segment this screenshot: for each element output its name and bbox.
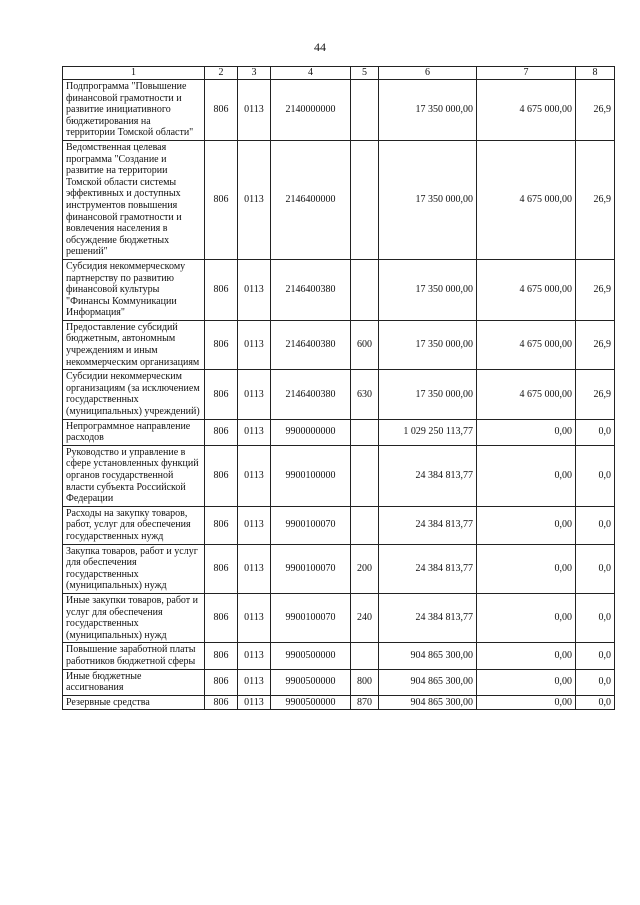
row-plan-cell: 17 350 000,00 [379, 80, 477, 141]
row-target-cell: 9900100070 [271, 544, 351, 593]
row-percent-cell: 0,0 [576, 669, 615, 695]
header-cell: 8 [576, 67, 615, 80]
header-cell: 1 [63, 67, 205, 80]
header-cell: 5 [351, 67, 379, 80]
row-code-cell: 806 [205, 445, 238, 506]
row-executed-cell: 4 675 000,00 [477, 370, 576, 419]
row-name-cell: Иные закупки товаров, работ и услуг для обеспечения государственных (муниципальных) нужд [63, 593, 205, 642]
table-row [63, 669, 615, 695]
row-plan-cell: 1 029 250 113,77 [379, 419, 477, 445]
row-code-cell: 806 [205, 506, 238, 544]
row-plan-cell: 24 384 813,77 [379, 544, 477, 593]
row-section-cell: 0113 [238, 669, 271, 695]
row-percent-cell: 26,9 [576, 259, 615, 320]
table-row [63, 419, 615, 445]
header-cell: 7 [477, 67, 576, 80]
row-code-cell: 806 [205, 419, 238, 445]
row-plan-cell: 904 865 300,00 [379, 669, 477, 695]
row-section-cell: 0113 [238, 695, 271, 710]
row-type-cell [351, 80, 379, 141]
row-percent-cell: 0,0 [576, 643, 615, 669]
row-type-cell [351, 259, 379, 320]
page-number: 44 [314, 40, 326, 54]
row-target-cell: 9900100070 [271, 593, 351, 642]
row-code-cell: 806 [205, 593, 238, 642]
header-cell: 6 [379, 67, 477, 80]
row-code-cell: 806 [205, 370, 238, 419]
row-section-cell: 0113 [238, 80, 271, 141]
row-executed-cell: 0,00 [477, 643, 576, 669]
row-code-cell: 806 [205, 140, 238, 259]
table-row [63, 370, 615, 419]
header-cell: 4 [271, 67, 351, 80]
row-type-cell: 240 [351, 593, 379, 642]
row-code-cell: 806 [205, 643, 238, 669]
row-name-cell: Повышение заработной платы работников бюджетной сферы [63, 643, 205, 669]
table-row [63, 695, 615, 710]
row-type-cell [351, 445, 379, 506]
row-plan-cell: 24 384 813,77 [379, 445, 477, 506]
row-target-cell: 2146400380 [271, 370, 351, 419]
row-executed-cell: 0,00 [477, 544, 576, 593]
row-percent-cell: 0,0 [576, 695, 615, 710]
row-section-cell: 0113 [238, 544, 271, 593]
row-code-cell: 806 [205, 669, 238, 695]
row-plan-cell: 904 865 300,00 [379, 695, 477, 710]
row-target-cell: 2146400380 [271, 259, 351, 320]
row-plan-cell: 904 865 300,00 [379, 643, 477, 669]
row-type-cell: 630 [351, 370, 379, 419]
row-type-cell [351, 643, 379, 669]
row-type-cell: 600 [351, 320, 379, 369]
row-name-cell: Ведомственная целевая программа "Создание и развитие на территории Томской области системы эффективных и доступных инструментов повышения финансовой грамотности и вовлечения населения в обсуждение бюджетных решений" [63, 140, 205, 259]
row-target-cell: 9900000000 [271, 419, 351, 445]
row-name-cell: Руководство и управление в сфере установленных функций органов государственной власти субъекта Российской Федерации [63, 445, 205, 506]
row-name-cell: Субсидии некоммерческим организациям (за исключением государственных (муниципальных) учреждений) [63, 370, 205, 419]
row-percent-cell: 26,9 [576, 80, 615, 141]
row-plan-cell: 17 350 000,00 [379, 259, 477, 320]
row-plan-cell: 17 350 000,00 [379, 370, 477, 419]
row-percent-cell: 0,0 [576, 593, 615, 642]
table-row [63, 140, 615, 259]
row-executed-cell: 0,00 [477, 669, 576, 695]
row-executed-cell: 4 675 000,00 [477, 320, 576, 369]
row-plan-cell: 17 350 000,00 [379, 140, 477, 259]
row-plan-cell: 24 384 813,77 [379, 506, 477, 544]
row-percent-cell: 0,0 [576, 544, 615, 593]
row-percent-cell: 0,0 [576, 445, 615, 506]
row-executed-cell: 0,00 [477, 445, 576, 506]
row-percent-cell: 26,9 [576, 370, 615, 419]
header-row [63, 67, 615, 80]
table-row [63, 320, 615, 369]
row-target-cell: 9900100070 [271, 506, 351, 544]
row-executed-cell: 4 675 000,00 [477, 80, 576, 141]
row-section-cell: 0113 [238, 320, 271, 369]
row-name-cell: Расходы на закупку товаров, работ, услуг для обеспечения государственных нужд [63, 506, 205, 544]
row-target-cell: 2140000000 [271, 80, 351, 141]
row-executed-cell: 0,00 [477, 419, 576, 445]
row-target-cell: 9900500000 [271, 695, 351, 710]
row-section-cell: 0113 [238, 259, 271, 320]
row-type-cell [351, 419, 379, 445]
row-name-cell: Субсидия некоммерческому партнерству по развитию финансовой культуры "Финансы Коммуникации Информация" [63, 259, 205, 320]
row-section-cell: 0113 [238, 506, 271, 544]
row-executed-cell: 4 675 000,00 [477, 259, 576, 320]
row-section-cell: 0113 [238, 140, 271, 259]
row-code-cell: 806 [205, 259, 238, 320]
table-row [63, 544, 615, 593]
row-name-cell: Подпрограмма "Повышение финансовой грамотности и развитие инициативного бюджетирования на территории Томской области" [63, 80, 205, 141]
row-plan-cell: 17 350 000,00 [379, 320, 477, 369]
table-row [63, 643, 615, 669]
row-name-cell: Иные бюджетные ассигнования [63, 669, 205, 695]
row-type-cell [351, 506, 379, 544]
row-section-cell: 0113 [238, 445, 271, 506]
row-target-cell: 9900500000 [271, 643, 351, 669]
row-name-cell: Непрограммное направление расходов [63, 419, 205, 445]
row-name-cell: Резервные средства [63, 695, 205, 710]
table-row [63, 80, 615, 141]
header-cell: 3 [238, 67, 271, 80]
row-target-cell: 9900500000 [271, 669, 351, 695]
table-row [63, 593, 615, 642]
row-target-cell: 9900100000 [271, 445, 351, 506]
row-code-cell: 806 [205, 544, 238, 593]
row-plan-cell: 24 384 813,77 [379, 593, 477, 642]
row-section-cell: 0113 [238, 370, 271, 419]
row-executed-cell: 0,00 [477, 506, 576, 544]
row-percent-cell: 26,9 [576, 140, 615, 259]
row-name-cell: Предоставление субсидий бюджетным, автономным учреждениям и иным некоммерческим организациям [63, 320, 205, 369]
row-target-cell: 2146400000 [271, 140, 351, 259]
row-code-cell: 806 [205, 695, 238, 710]
row-code-cell: 806 [205, 80, 238, 141]
row-executed-cell: 0,00 [477, 695, 576, 710]
row-type-cell [351, 140, 379, 259]
row-executed-cell: 0,00 [477, 593, 576, 642]
row-section-cell: 0113 [238, 593, 271, 642]
row-percent-cell: 0,0 [576, 419, 615, 445]
table-row [63, 506, 615, 544]
row-code-cell: 806 [205, 320, 238, 369]
row-type-cell: 200 [351, 544, 379, 593]
table-row [63, 445, 615, 506]
row-target-cell: 2146400380 [271, 320, 351, 369]
row-section-cell: 0113 [238, 643, 271, 669]
row-name-cell: Закупка товаров, работ и услуг для обеспечения государственных (муниципальных) нужд [63, 544, 205, 593]
row-percent-cell: 0,0 [576, 506, 615, 544]
table-row [63, 259, 615, 320]
budget-table [62, 66, 615, 710]
row-section-cell: 0113 [238, 419, 271, 445]
header-cell: 2 [205, 67, 238, 80]
row-type-cell: 870 [351, 695, 379, 710]
row-type-cell: 800 [351, 669, 379, 695]
row-executed-cell: 4 675 000,00 [477, 140, 576, 259]
row-percent-cell: 26,9 [576, 320, 615, 369]
